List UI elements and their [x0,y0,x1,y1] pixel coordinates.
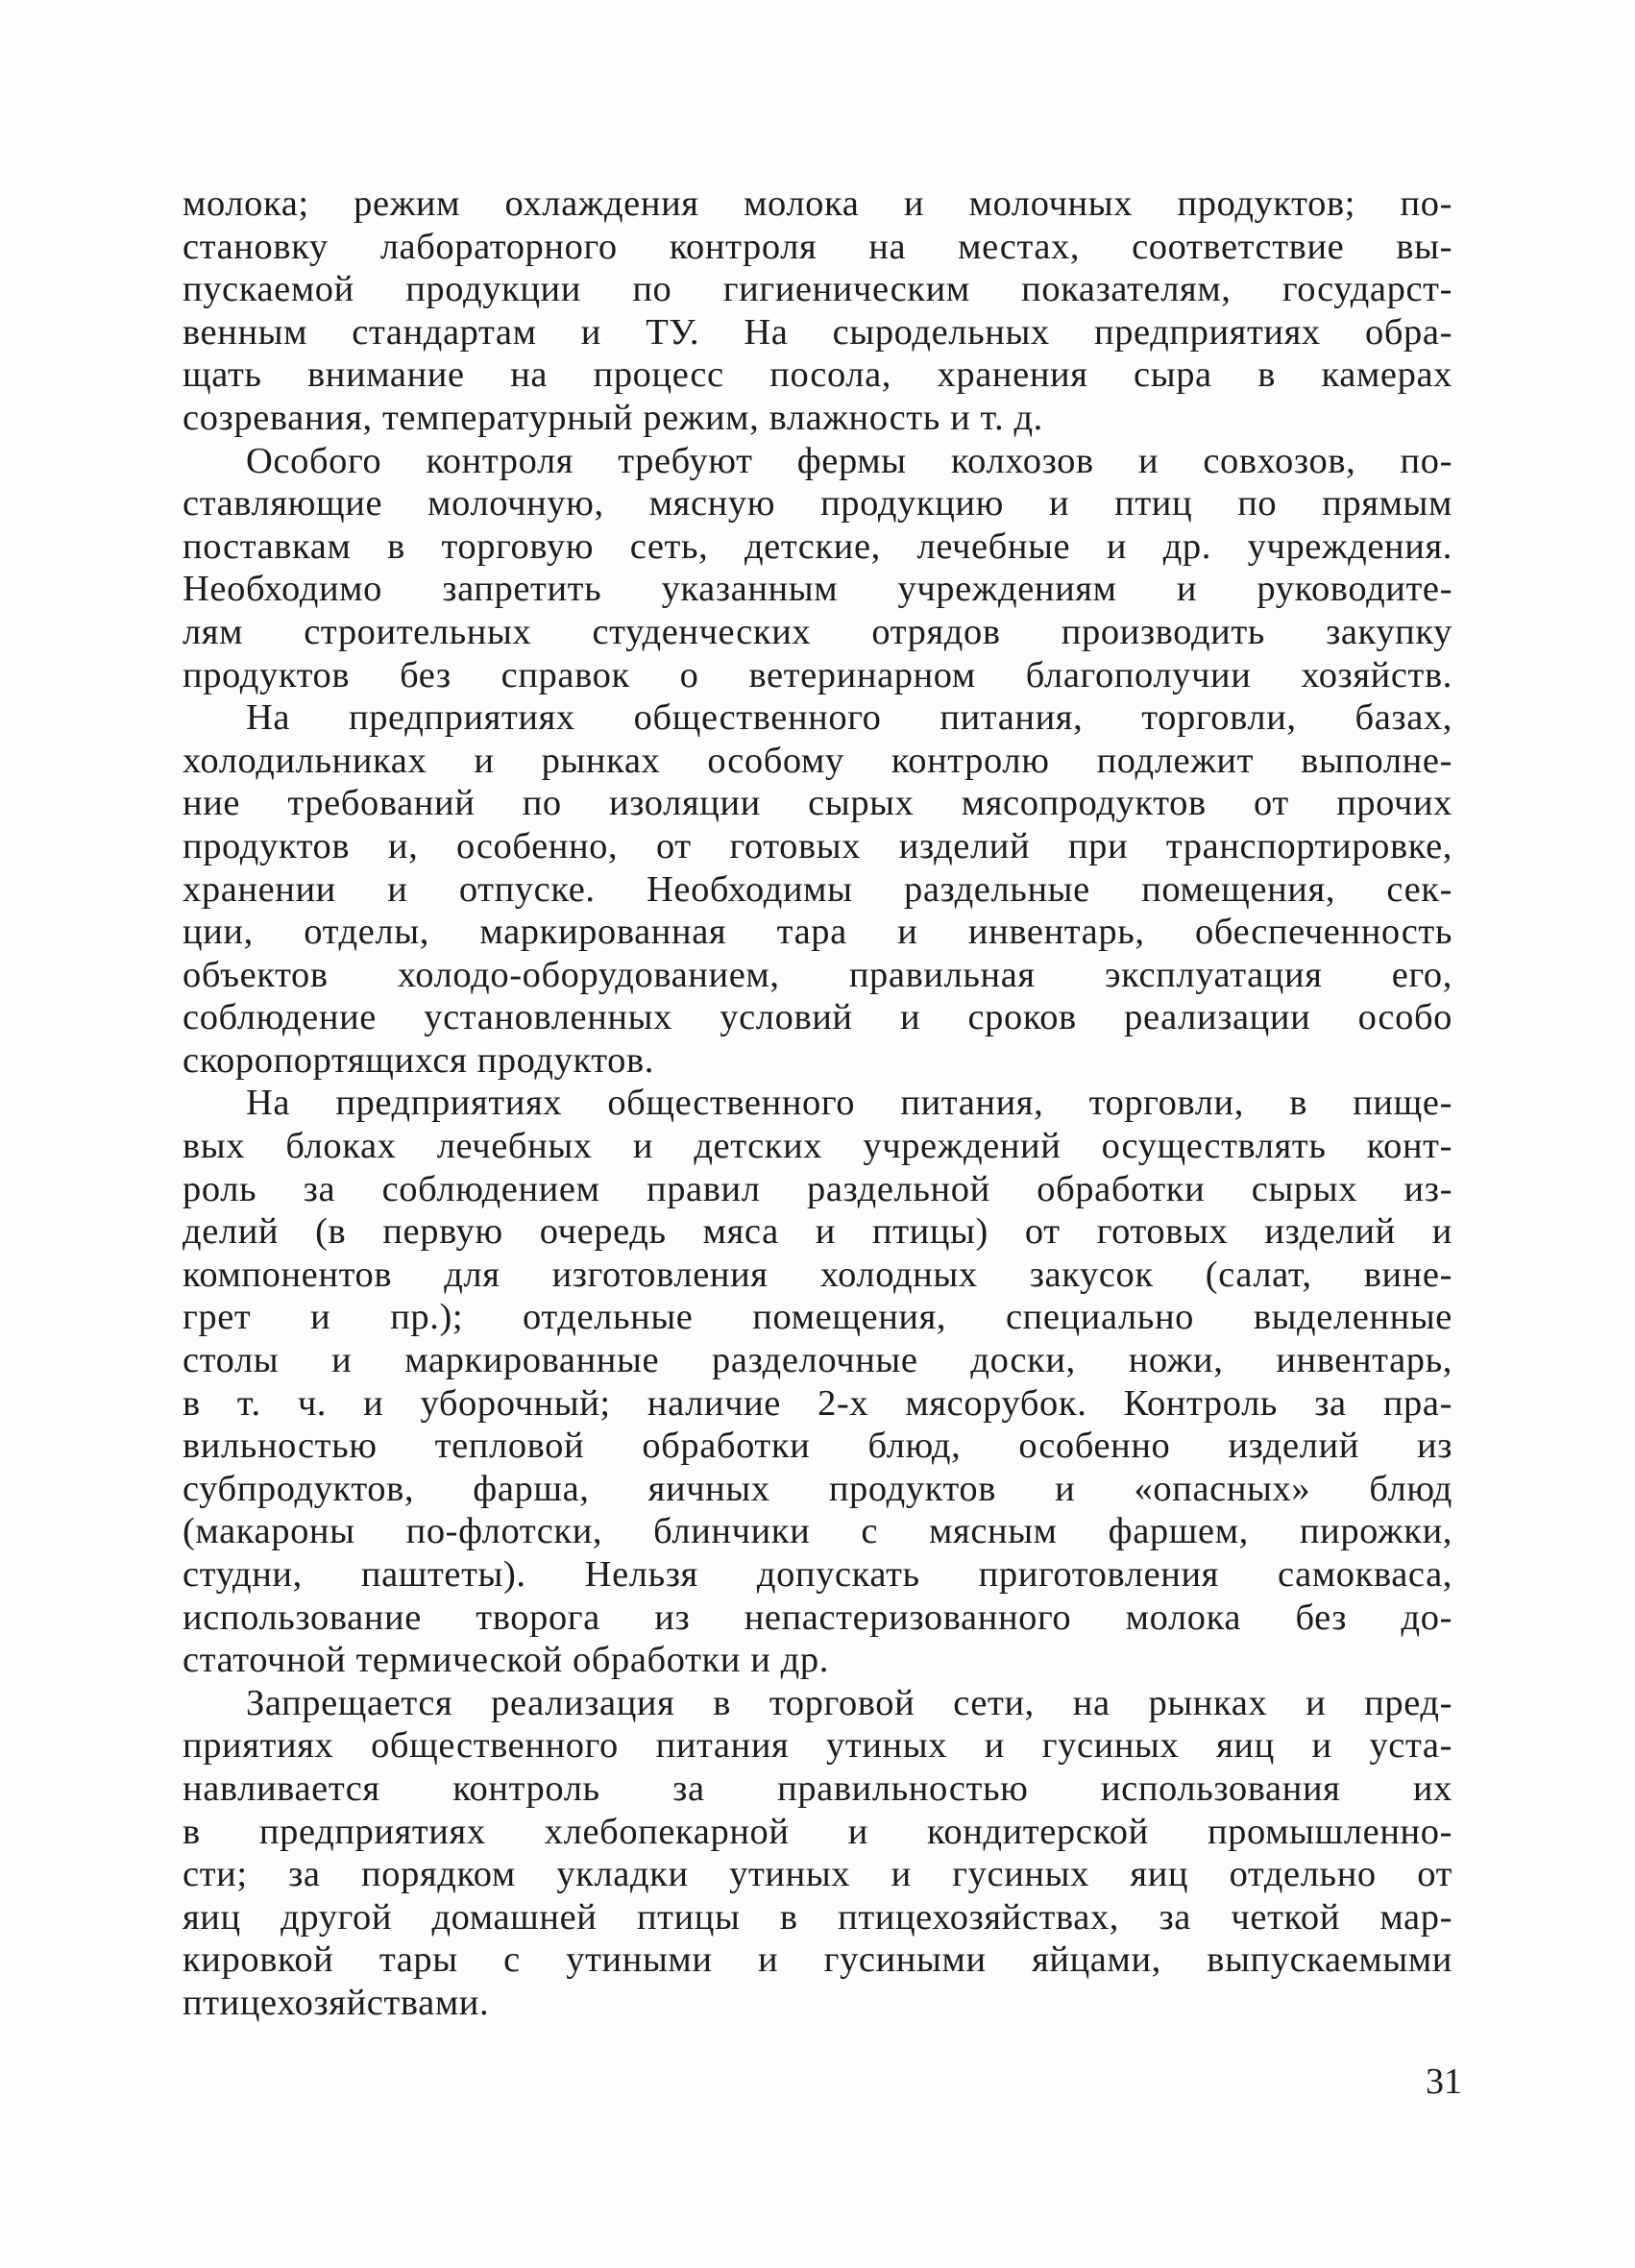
text-line: холодильниках и рынках особому контролю подлежит выполне- [183,740,1452,781]
text-line: студни, паштеты). Нельзя допускать приготовления самокваса, [183,1554,1452,1595]
text-line: соблюдение установленных условий и сроков реализации особо [183,997,1452,1038]
text-line: (макароны по-флотски, блинчики с мясным фаршем, пирожки, [183,1511,1452,1552]
text-line: скоропортящихся продуктов. [183,1039,655,1081]
text-line: хранении и отпуске. Необходимы раздельные помещения, сек- [183,868,1452,910]
text-line: делий (в первую очередь мяса и птицы) от готовых изделий и [183,1211,1452,1253]
text-line: пускаемой продукции по гигиеническим показателям, государст- [183,269,1452,310]
text-line: лям строительных студенческих отрядов производить закупку [183,611,1452,652]
text-line: компонентов для изготовления холодных закусок (салат, вине- [183,1254,1452,1295]
text-line: навливается контроль за правильностью использования их [183,1768,1452,1809]
text-line: статочной термической обработки и др. [183,1640,829,1681]
text-line: щать внимание на процесс посола, хранения сыра в камерах [183,354,1452,396]
text-line: объектов холодо-оборудованием, правильная эксплуатация его, [183,954,1452,995]
text-line: птицехозяйствами. [183,1982,490,2023]
text-line: продуктов без справок о ветеринарном благополучии хозяйств. [183,654,1452,695]
text-line: ние требований по изоляции сырых мясопродуктов от прочих [183,783,1452,824]
text-line: использование творога из непастеризованного молока без до- [183,1597,1452,1638]
text-line: сти; за порядком укладки утиных и гусиных яиц отдельно от [183,1854,1452,1895]
text-line: На предприятиях общественного питания, торговли, в пище- [246,1083,1452,1124]
text-line: Особого контроля требуют фермы колхозов и совхозов, по- [246,440,1452,481]
text-line: вых блоках лечебных и детских учреждений осуществлять конт- [183,1126,1452,1167]
text-line: ставляющие молочную, мясную продукцию и птиц по прямым [183,483,1452,524]
text-line: кировкой тары с утиными и гусиными яйцами, выпускаемыми [183,1939,1452,1981]
text-line: Запрещается реализация в торговой сети, на рынках и пред- [246,1682,1452,1723]
text-line: в предприятиях хлебопекарной и кондитерской промышленно- [183,1811,1452,1852]
text-line: становку лабораторного контроля на местах, соответствие вы- [183,226,1452,267]
text-line: Необходимо запретить указанным учреждениям и руководите- [183,569,1452,610]
text-line: вильностью тепловой обработки блюд, особенно изделий из [183,1426,1452,1467]
text-line: приятиях общественного питания утиных и гусиных яиц и уста- [183,1725,1452,1767]
text-line: венным стандартам и ТУ. На сыродельных предприятиях обра- [183,311,1452,353]
text-line: поставкам в торговую сеть, детские, лечебные и др. учреждения. [183,525,1452,567]
text-line: субпродуктов, фарша, яичных продуктов и «опасных» блюд [183,1468,1452,1509]
text-line: яиц другой домашней птицы в птицехозяйствах, за четкой мар- [183,1896,1452,1938]
text-line: столы и маркированные разделочные доски, ножи, инвентарь, [183,1340,1452,1381]
text-line: ции, отделы, маркированная тара и инвентарь, обеспеченность [183,912,1452,953]
page-number: 31 [1426,2061,1462,2102]
text-line: На предприятиях общественного питания, торговли, базах, [246,697,1452,739]
text-line: молока; режим охлаждения молока и молочных продуктов; по- [183,183,1452,224]
text-line: продуктов и, особенно, от готовых изделий при транспортировке, [183,825,1452,866]
body-text [183,183,1452,2025]
text-line: созревания, температурный режим, влажность и т. д. [183,397,1043,438]
text-line: грет и пр.); отдельные помещения, специально выделенные [183,1297,1452,1338]
text-line: в т. ч. и уборочный; наличие 2-х мясорубок. Контроль за пра- [183,1382,1452,1424]
text-line: роль за соблюдением правил раздельной обработки сырых из- [183,1168,1452,1209]
